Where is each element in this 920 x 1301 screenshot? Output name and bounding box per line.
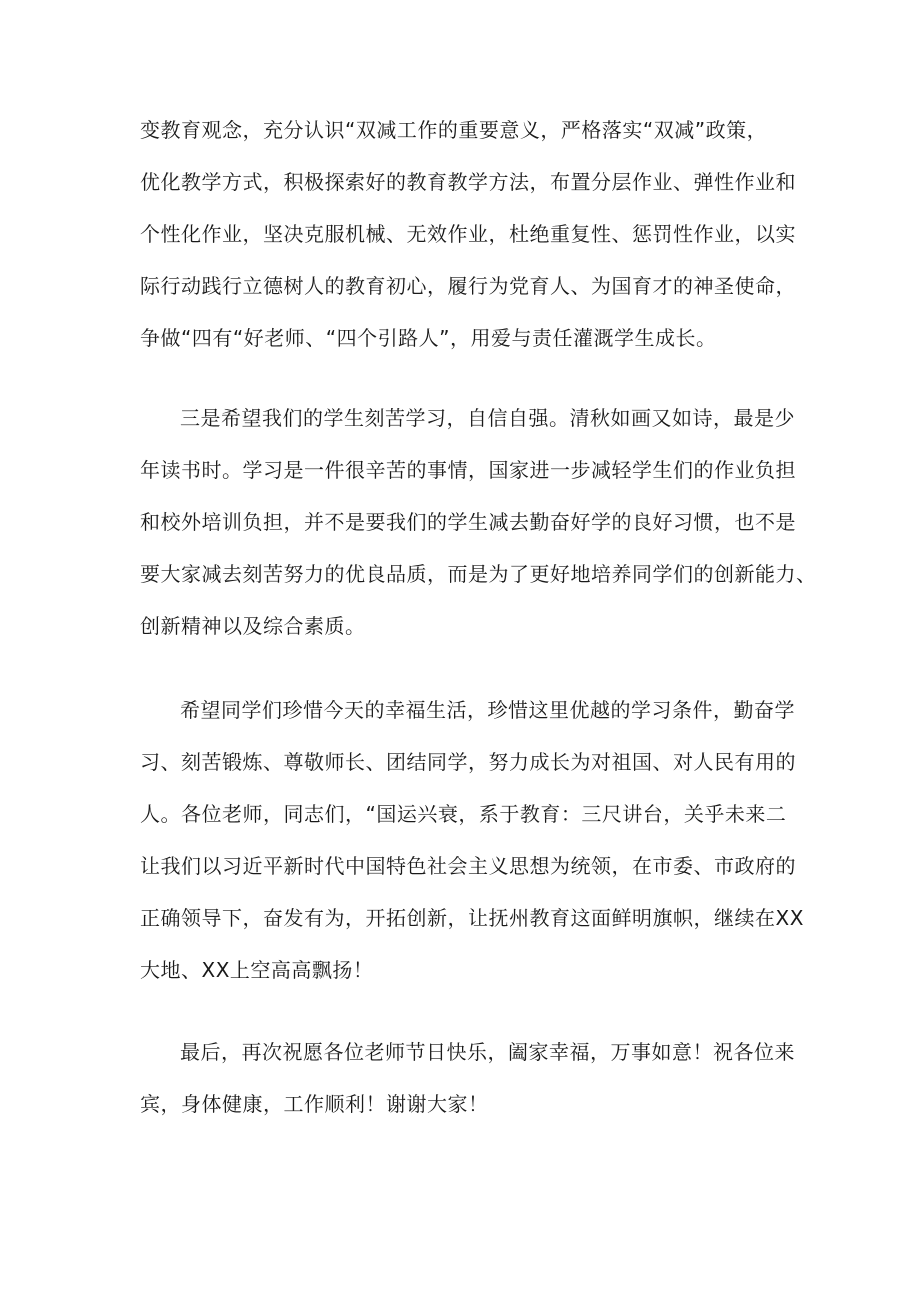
text-line: 希望同学们珍惜今天的幸福生活，珍惜这里优越的学习条件，勤奋学 bbox=[180, 698, 795, 722]
paragraph-1 bbox=[140, 104, 800, 364]
text-line: 创新精神以及综合素质。 bbox=[140, 614, 366, 638]
text-line: 习、刻苦锻炼、尊敬师长、团结同学，努力成长为对祖国、对人民有用的 bbox=[140, 750, 796, 774]
paragraph-3 bbox=[140, 684, 804, 996]
paragraph-2 bbox=[140, 392, 817, 652]
text-line: 最后，再次祝愿各位老师节日快乐，阖家幸福，万事如意！祝各位来 bbox=[180, 1040, 795, 1064]
text-line: 个性化作业，坚决克服机械、无效作业，杜绝重复性、惩罚性作业，以实 bbox=[140, 222, 796, 246]
text-line: 变教育观念，充分认识“双减工作的重要意义，严格落实“双减”政策， bbox=[140, 118, 768, 142]
text-line: 三是希望我们的学生刻苦学习，自信自强。清秋如画又如诗，最是少 bbox=[180, 406, 795, 430]
text-line: 正确领导下，奋发有为，开拓创新，让抚州教育这面鲜明旗帜，继续在XX bbox=[140, 906, 804, 930]
text-line: 要大家减去刻苦努力的优良品质，而是为了更好地培养同学们的创新能力、 bbox=[140, 562, 817, 586]
text-line: 优化教学方式，积极探索好的教育教学方法，布置分层作业、弹性作业和 bbox=[140, 170, 796, 194]
text-line: 年读书时。学习是一件很辛苦的事情，国家进一步减轻学生们的作业负担 bbox=[140, 458, 796, 482]
text-line: 让我们以习近平新时代中国特色社会主义思想为统领，在市委、市政府的 bbox=[140, 854, 796, 878]
text-line: 际行动践行立德树人的教育初心，履行为党育人、为国育才的神圣使命， bbox=[140, 274, 796, 298]
text-line: 宾，身体健康，工作顺利！谢谢大家！ bbox=[140, 1092, 489, 1116]
text-line: 和校外培训负担，并不是要我们的学生减去勤奋好学的良好习惯，也不是 bbox=[140, 510, 796, 534]
text-line: 争做“四有“好老师、“四个引路人”，用爱与责任灌溉学生成长。 bbox=[140, 326, 717, 350]
text-line: 人。各位老师，同志们，“国运兴衰，系于教育：三尺讲台，关乎未来二 bbox=[140, 802, 787, 826]
paragraph-4 bbox=[140, 1026, 800, 1130]
text-line: 大地、XX上空高高飘扬！ bbox=[140, 958, 374, 982]
